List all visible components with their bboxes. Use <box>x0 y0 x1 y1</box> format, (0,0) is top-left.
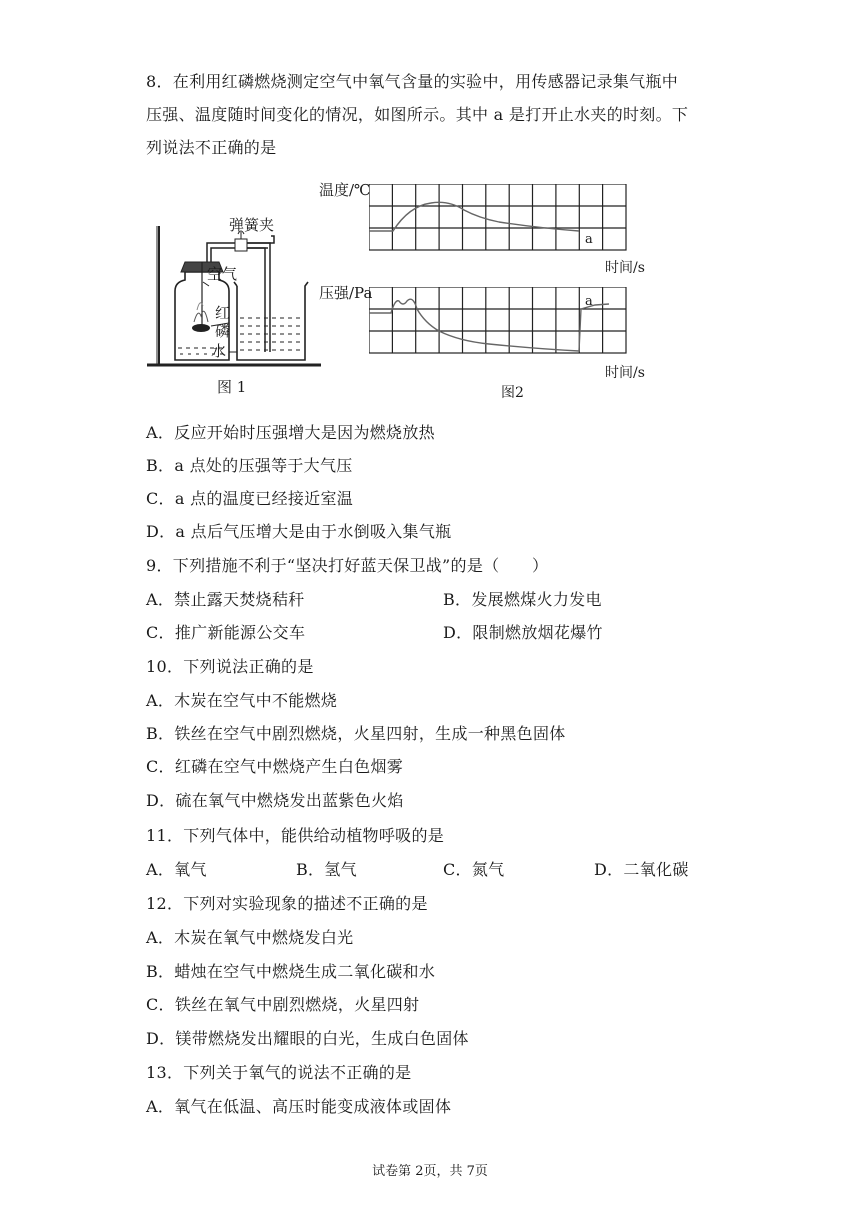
clamp-label: 弹簧夹 <box>229 216 275 234</box>
figure2-caption: 图2 <box>501 385 524 401</box>
pressure-point-a: a <box>585 294 593 309</box>
q12-option-d: D．镁带燃烧发出耀眼的白光，生成白色固体 <box>146 1029 469 1048</box>
q8-option-d: D．a 点后气压增大是由于水倒吸入集气瓶 <box>146 522 452 541</box>
pressure-xlabel: 时间/s <box>605 365 645 381</box>
figure1-caption: 图 1 <box>217 378 247 396</box>
q11-option-a: A．氧气 <box>146 860 207 879</box>
temp-point-a: a <box>585 232 593 247</box>
temp-ylabel: 温度/℃ <box>319 181 371 199</box>
q13-stem: 13．下列关于氧气的说法不正确的是 <box>146 1063 412 1082</box>
q8-option-c: C．a 点的温度已经接近室温 <box>146 489 354 508</box>
q8-option-b: B．a 点处的压强等于大气压 <box>146 456 353 475</box>
q8-stem-line-2: 压强、温度随时间变化的情况，如图所示。其中 a 是打开止水夹的时刻。下 <box>146 105 689 124</box>
q10-option-b: B．铁丝在空气中剧烈燃烧，火星四射，生成一种黑色固体 <box>146 724 566 743</box>
temp-xlabel: 时间/s <box>605 260 645 276</box>
q11-stem: 11．下列气体中，能供给动植物呼吸的是 <box>146 826 445 845</box>
q12-option-b: B．蜡烛在空气中燃烧生成二氧化碳和水 <box>146 962 436 981</box>
q10-option-c: C．红磷在空气中燃烧产生白色烟雾 <box>146 757 404 776</box>
water-label: 水 <box>211 342 227 360</box>
q12-option-a: A．木炭在氧气中燃烧发白光 <box>146 928 354 947</box>
q8-option-a: A．反应开始时压强增大是因为燃烧放热 <box>146 423 435 442</box>
q9-option-d: D．限制燃放烟花爆竹 <box>443 623 603 642</box>
q9-option-a: A．禁止露天焚烧秸秆 <box>146 590 305 609</box>
page-footer: 试卷第 2页，共 7页 <box>372 1164 488 1179</box>
q10-option-a: A．木炭在空气中不能燃烧 <box>146 691 338 710</box>
q12-stem: 12．下列对实验现象的描述不正确的是 <box>146 894 428 913</box>
q8-figure <box>145 176 655 408</box>
q11-option-c: C．氮气 <box>443 860 505 879</box>
phosphorus-label-2: 磷 <box>215 322 231 340</box>
q11-option-d: D．二氧化碳 <box>594 860 689 879</box>
q11-option-b: B．氢气 <box>296 860 357 879</box>
q9-stem: 9．下列措施不利于“坚决打好蓝天保卫战”的是（ ） <box>146 556 549 575</box>
q12-option-c: C．铁丝在氧气中剧烈燃烧，火星四射 <box>146 995 420 1014</box>
pressure-ylabel: 压强/Pa <box>319 284 373 302</box>
q9-option-b: B．发展燃煤火力发电 <box>443 590 602 609</box>
q8-stem-line-1: 8．在利用红磷燃烧测定空气中氧气含量的实验中，用传感器记录集气瓶中 <box>146 72 679 91</box>
phosphorus-label-1: 红 <box>215 304 231 322</box>
q10-stem: 10．下列说法正确的是 <box>146 657 314 676</box>
q8-stem-line-3: 列说法不正确的是 <box>146 138 277 157</box>
q9-option-c: C．推广新能源公交车 <box>146 623 306 642</box>
q10-option-d: D．硫在氧气中燃烧发出蓝紫色火焰 <box>146 791 404 810</box>
q13-option-a: A．氧气在低温、高压时能变成液体或固体 <box>146 1097 452 1116</box>
air-label: 空气 <box>207 265 238 283</box>
